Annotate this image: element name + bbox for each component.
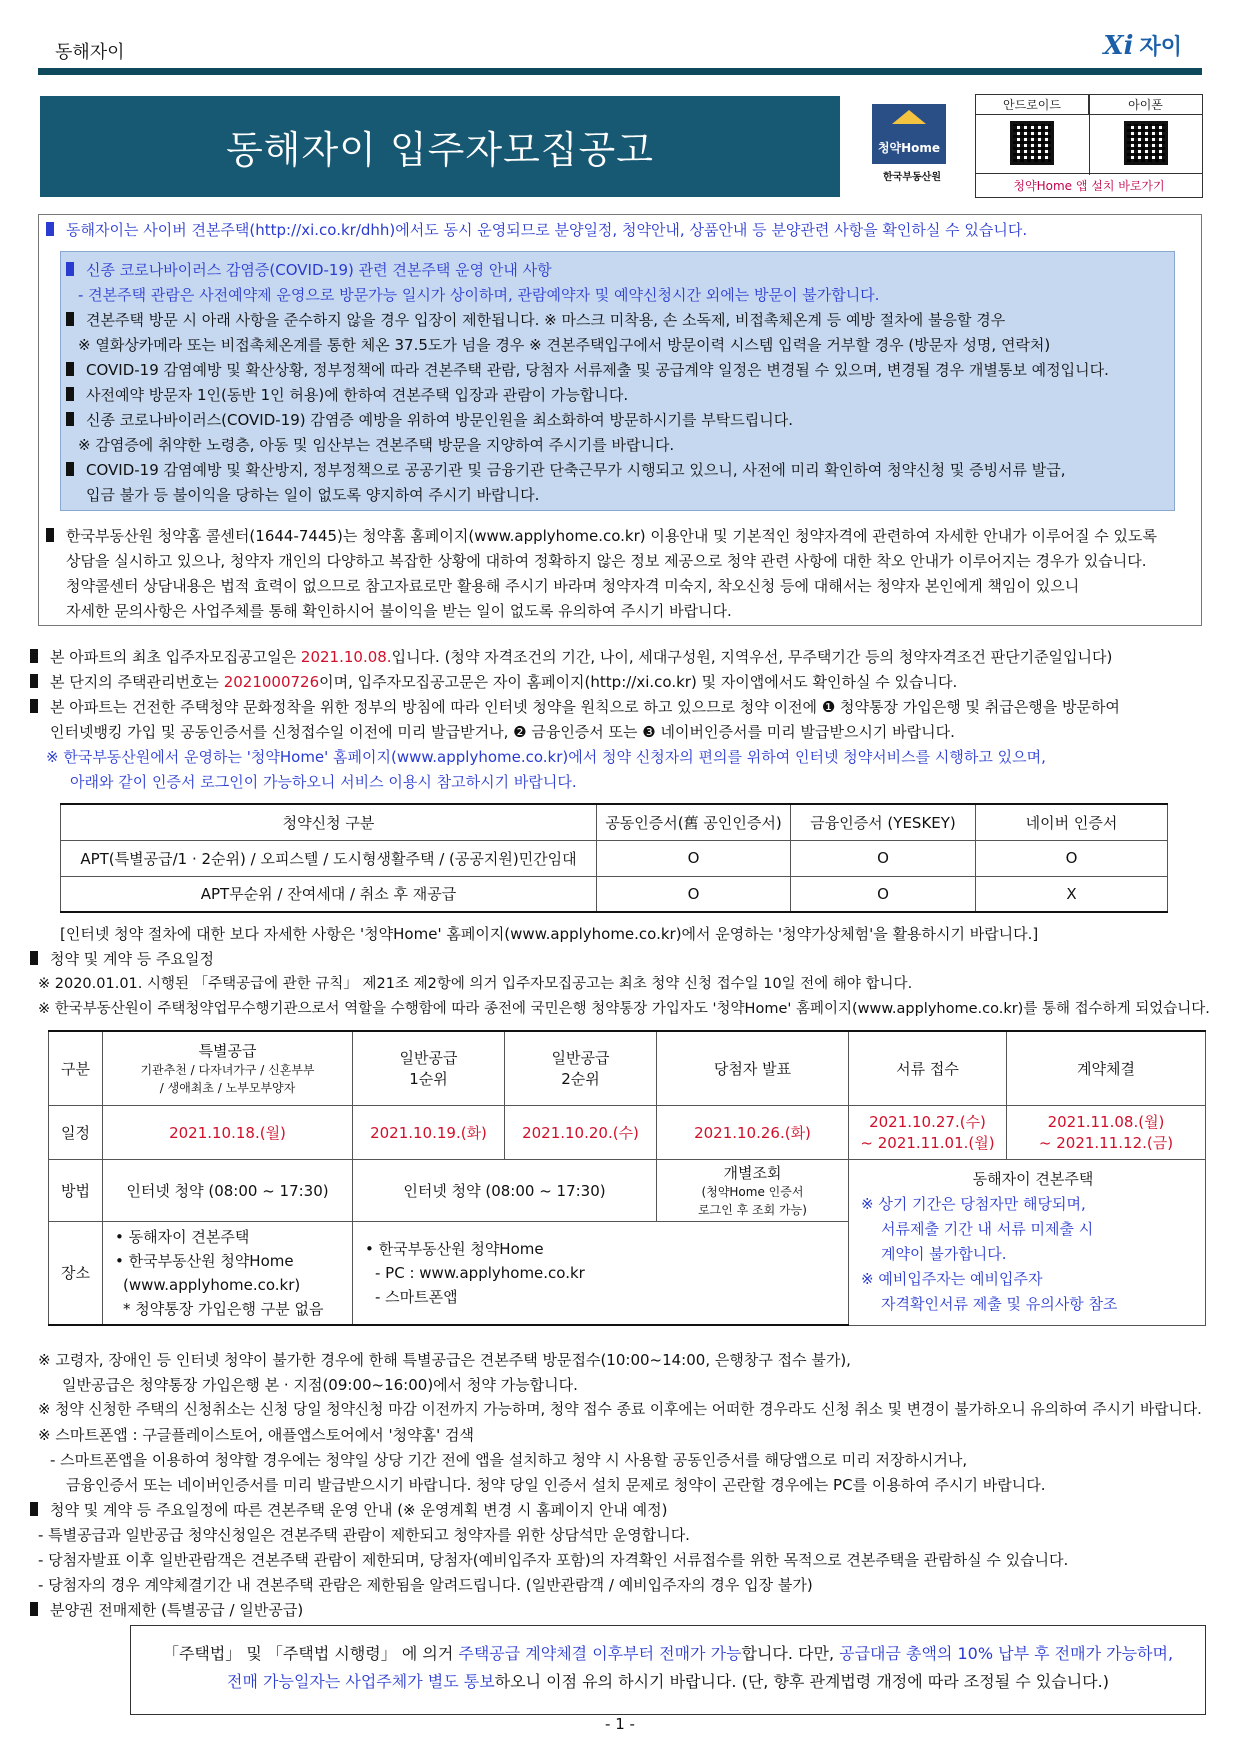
xi-logo xyxy=(1103,30,1182,61)
note-line: - 당첨자의 경우 계약체결기간 내 견본주택 관람은 제한됨을 알려드립니다. (일반관람객 / 예비입주자의 경우 입장 불가) xyxy=(38,1576,813,1594)
note-line: 일반공급은 청약통장 가입은행 본 · 지점(09:00~16:00)에서 청약 가능합니다. xyxy=(62,1376,578,1394)
note-line: ※ 고령자, 장애인 등 인터넷 청약이 불가한 경우에 한해 특별공급은 견본주택 방문접수(10:00~14:00, 은행창구 접수 불가), xyxy=(38,1351,851,1369)
table-row: APT무순위 / 잔여세대 / 취소 후 재공급 O O X xyxy=(61,876,1168,912)
cert-header: 청약신청 구분 xyxy=(61,804,597,840)
page-number: - 1 - xyxy=(605,1715,635,1733)
covid-line-7: 신종 코로나바이러스(COVID-19) 감염증 예방을 위하여 방문인원을 최소화하여 방문하시기를 부탁드립니다. xyxy=(66,408,793,432)
xi-logo-mark: Xi xyxy=(1103,30,1134,61)
qr-iphone-icon[interactable] xyxy=(1124,121,1168,165)
resale-heading: 분양권 전매제한 (특별공급 / 일반공급) xyxy=(30,1598,303,1622)
apphome-logo xyxy=(872,104,952,192)
header-rule xyxy=(38,68,1202,75)
schedule-heading: 청약 및 계약 등 주요일정 xyxy=(30,947,214,971)
table-row: APT(특별공급/1 · 2순위) / 오피스텔 / 도시형생활주택 / (공공지원)민간임대 O O O xyxy=(61,840,1168,876)
cert-header: 금융인증서 (YESKEY) xyxy=(791,804,976,840)
housing-number: 2021000726 xyxy=(223,673,320,691)
qr-android-label: 안드로이드 xyxy=(976,95,1089,115)
callcenter-line-4: 자세한 문의사항은 사업주체를 통해 확인하시어 불이익을 받는 일이 없도록 유의하여 주시기 바랍니다. xyxy=(66,602,732,620)
table-row: 방법 인터넷 청약 (08:00 ~ 17:30) 인터넷 청약 (08:00 ~ 17:30) 개별조회 (청약Home 인증서 로그인 후 조회 가능) 동해자이 견본주택 ※ 상기 기간은 당첨자만 해당되며, 서류제출 기간 내 서류 미제출 시 계약이 불가합니다. ※ 예비입주자는 예비입주자 자격확인서류 제출 및 유의사항 참조 xyxy=(49,1159,1206,1221)
note-line: - 스마트폰앱을 이용하여 청약할 경우에는 청약일 상당 기간 전에 앱을 설치하고 청약 시 사용할 공동인증서를 해당앱으로 미리 저장하시거나, xyxy=(50,1451,968,1469)
note-line: 청약 및 계약 등 주요일정에 따른 견본주택 운영 안내 (※ 운영계획 변경 시 홈페이지 안내 예정) xyxy=(30,1498,667,1522)
resale-notice: 「주택법」 및 「주택법 시행령」 에 의거 주택공급 계약체결 이후부터 전매가 가능합니다. 다만, 공급대금 총액의 10% 납부 후 전매가 가능하며, 전매 가능일자는 사업주체가 별도 통보하오니 이점 유의 하시기 바랍니다. (단, 향후 관계법령 개정에 따라 조정될 수 있습니다.) xyxy=(130,1625,1206,1715)
announce-line-6: 아래와 같이 인증서 로그인이 가능하오니 서비스 이용시 참고하시기 바랍니다. xyxy=(70,773,577,791)
covid-line-2: - 견본주택 관람은 사전예약제 운영으로 방문가능 일시가 상이하며, 관람예약자 및 예약신청시간 외에는 방문이 불가합니다. xyxy=(78,286,880,304)
cert-header: 네이버 인증서 xyxy=(976,804,1168,840)
table-row: 일정 2021.10.18.(월) 2021.10.19.(화) 2021.10.20.(수) 2021.10.26.(화) 2021.10.27.(수) ~ 2021.11.01.(월) 2021.11.08.(월) ~ 2021.11.12.(금) xyxy=(49,1105,1206,1159)
first-announce-date: 2021.10.08. xyxy=(300,648,392,666)
table-row: 장소 • 동해자이 견본주택 • 한국부동산원 청약Home (www.applyhome.co.kr) * 청약통장 가입은행 구분 없음 • 한국부동산원 청약Home - PC : www.applyhome.co.kr - 스마트폰앱 xyxy=(49,1221,1206,1325)
covid-line-3: 견본주택 방문 시 아래 사항을 준수하지 않을 경우 입장이 제한됩니다. ※ 마스크 미착용, 손 소독제, 비접촉체온계 등 예방 절차에 불응할 경우 xyxy=(66,308,1005,332)
qr-box xyxy=(975,94,1203,198)
apphome-org: 한국부동산원 xyxy=(883,172,941,183)
covid-line-4: ※ 열화상카메라 또는 비접촉체온계를 통한 체온 37.5도가 넘을 경우 ※ 견본주택입구에서 방문이력 시스템 입력을 거부할 경우 (방문자 성명, 연락처) xyxy=(78,336,1051,354)
qr-android-icon[interactable] xyxy=(1010,121,1054,165)
schedule-note-1: ※ 2020.01.01. 시행된 「주택공급에 관한 규칙」 제21조 제2항에 의거 입주자모집공고는 최초 청약 신청 접수일 10일 전에 해야 합니다. xyxy=(38,976,913,992)
schedule-note-2: ※ 한국부동산원이 주택청약업무수행기관으로서 역할을 수행함에 따라 종전에 국민은행 청약통장 가입자도 '청약Home' 홈페이지(www.applyhome.co.kr)를 통해 접수하게 되었습니다. xyxy=(38,1001,1210,1017)
note-line: - 당첨자발표 이후 일반관람객은 견본주택 관람이 제한되며, 당첨자(예비입주자 포함)의 자격확인 서류접수를 위한 목적으로 견본주택을 관람하실 수 있습니다. xyxy=(38,1551,1069,1569)
covid-line-1: 신종 코로나바이러스 감염증(COVID-19) 관련 견본주택 운영 안내 사항 xyxy=(66,258,552,282)
covid-line-5: COVID-19 감염예방 및 확산상황, 정부정책에 따라 견본주택 관람, 당첨자 서류제출 및 공급계약 일정은 변경될 수 있으며, 변경될 경우 개별통보 예정입니다. xyxy=(66,358,1109,382)
cert-note: [인터넷 청약 절차에 대한 보다 자세한 사항은 '청약Home' 홈페이지(www.applyhome.co.kr)에서 운영하는 '청약가상체험'을 활용하시기 바랍니다.] xyxy=(60,925,1039,943)
xi-logo-text: 자이 xyxy=(1139,35,1182,60)
announce-line-3: 본 아파트는 건전한 주택청약 문화정착을 위한 정부의 방침에 따라 인터넷 청약을 원칙으로 하고 있으므로 청약 이전에 ❶ 청약통장 가입은행 및 취급은행을 방문하여 xyxy=(30,695,1120,719)
covid-line-8: ※ 감염증에 취약한 노령층, 아동 및 임산부는 견본주택 방문을 지양하여 주시기를 바랍니다. xyxy=(78,436,675,454)
note-line: ※ 스마트폰앱 : 구글플레이스토어, 애플앱스토어에서 '청약홈' 검색 xyxy=(38,1426,474,1444)
cert-table xyxy=(60,803,1168,913)
callcenter-line-1: 한국부동산원 청약홈 콜센터(1644-7445)는 청약홈 홈페이지(www.applyhome.co.kr) 이용안내 및 기본적인 청약자격에 관련하여 자세한 안내가 이루어질 수 있도록 xyxy=(46,524,1157,548)
covid-line-6: 사전예약 방문자 1인(동반 1인 허용)에 한하여 견본주택 입장과 관람이 가능합니다. xyxy=(66,383,628,407)
covid-line-9: COVID-19 감염예방 및 확산방지, 정부정책으로 공공기관 및 금융기관 단축근무가 시행되고 있으니, 사전에 미리 확인하여 청약신청 및 증빙서류 발급, xyxy=(66,458,1066,482)
callcenter-line-2: 상담을 실시하고 있으나, 청약자 개인의 다양하고 복잡한 상황에 대하여 정확하지 않은 정보 제공으로 청약 관련 사항에 대한 착오 안내가 이루어지는 경우가 있습니다. xyxy=(66,552,1147,570)
announce-line-2: 본 단지의 주택관리번호는 2021000726이며, 입주자모집공고문은 자이 홈페이지(http://xi.co.kr) 및 자이앱에서도 확인하실 수 있습니다. xyxy=(30,670,957,694)
cert-header: 공동인증서(舊 공인인증서) xyxy=(597,804,791,840)
note-line: ※ 청약 신청한 주택의 신청취소는 신청 당일 청약신청 마감 이전까지 가능하며, 청약 접수 종료 이후에는 어떠한 경우라도 신청 취소 및 변경이 불가하오니 유의하여 주시기 바랍니다. xyxy=(38,1401,1202,1418)
cyber-notice: 동해자이는 사이버 견본주택(http://xi.co.kr/dhh)에서도 동시 운영되므로 분양일정, 청약안내, 상품안내 등 분양관련 사항을 확인하실 수 있습니다. xyxy=(46,218,1027,242)
note-line: - 특별공급과 일반공급 청약신청일은 견본주택 관람이 제한되고 청약자를 위한 상담석만 운영합니다. xyxy=(38,1526,690,1544)
site-name: 동해자이 xyxy=(55,42,125,63)
callcenter-line-3: 청약콜센터 상담내용은 법적 효력이 없으므로 참고자료로만 활용해 주시기 바라며 청약자격 미숙지, 착오신청 등에 대해서는 청약자 본인에게 책임이 있으니 xyxy=(66,577,1080,595)
announce-line-4: 인터넷뱅킹 가입 및 공동인증서를 신청접수일 이전에 미리 발급받거나, ❷ 금융인증서 또는 ❸ 네이버인증서를 미리 발급받으시기 바랍니다. xyxy=(50,723,955,741)
qr-install-link[interactable]: 청약Home 앱 설치 바로가기 xyxy=(976,173,1202,197)
qr-iphone-label: 아이폰 xyxy=(1089,95,1202,115)
covid-line-10: 입금 불가 등 불이익을 당하는 일이 없도록 양지하여 주시기 바랍니다. xyxy=(86,486,540,504)
page-title: 동해자이 입주자모집공고 xyxy=(40,96,840,197)
announce-line-5: ※ 한국부동산원에서 운영하는 '청약Home' 홈페이지(www.applyhome.co.kr)에서 청약 신청자의 편의를 위하여 인터넷 청약서비스를 시행하고 있으며, xyxy=(46,748,1046,766)
announce-line-1: 본 아파트의 최초 입주자모집공고일은 2021.10.08.입니다. (청약 자격조건의 기간, 나이, 세대구성원, 지역우선, 무주택기간 등의 청약자격조건 판단기준일입니다) xyxy=(30,645,1112,669)
note-line: 금융인증서 또는 네이버인증서를 미리 발급받으시기 바랍니다. 청약 당일 인증서 설치 문제로 청약이 곤란할 경우에는 PC를 이용하여 주시기 바랍니다. xyxy=(66,1476,1046,1494)
schedule-table: 구분 특별공급 기관추천 / 다자녀가구 / 신혼부부 / 생애최초 / 노부모부양자 일반공급 1순위 일반공급 2순위 당첨자 발표 서류 접수 계약체결 일정 2021.10.18.(월) 2021.10.19.(화) 2021.10.20.(수) 2021.10.26.(화) 2021.10.27.(수) ~ 2021.11.01.(월) 2021.11.08.(월) ~ 2021.11.12.(금) 방법 인터넷 청약 (08:00 ~ 17:30) 인터넷 청약 (08:00 ~ 17:30) 개별조회 (청약Home 인증서 로그인 후 조회 가능) 동해자이 견본주택 ※ 상기 기간은 당첨자만 해당되며, 서류제출 기간 내 서류 미제출 시 계약이 불가합니다. ※ 예비입주자는 예비입주자 자격확인서류 제출 및 유의사항 참조 장소 • 동해자이 견본주택 • 한국부동산원 청약Home (www.applyhome.co.kr) * 청약통장 가입은행 구분 없음 • 한국부동산원 청약Home - PC : www.applyhome.co.kr - 스마트폰앱 xyxy=(48,1030,1206,1326)
apphome-house-icon: 청약Home xyxy=(872,104,946,164)
